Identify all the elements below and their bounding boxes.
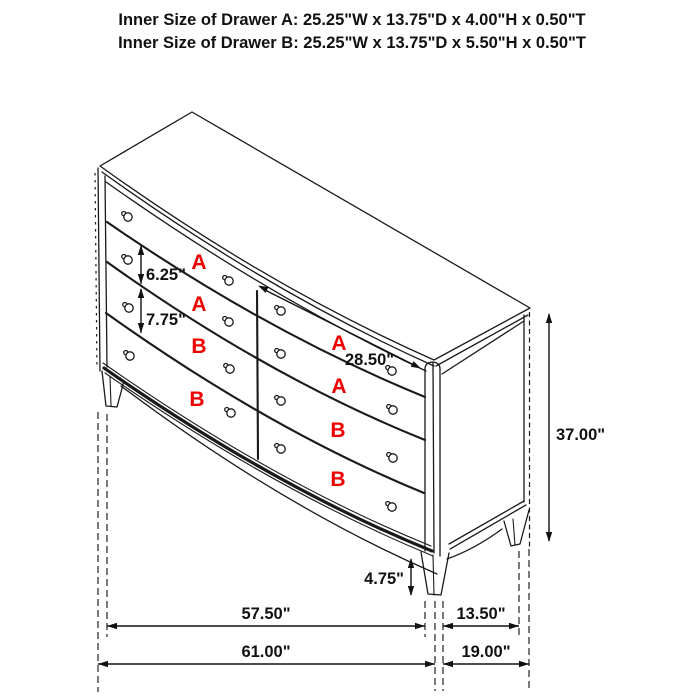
bottom-rail-thick (104, 368, 432, 551)
back-right-leg-inner-line (513, 519, 515, 545)
drawer-knob (387, 405, 398, 415)
drawer-knob (123, 303, 133, 313)
drawer-knob (387, 453, 398, 463)
side-apron-bottom (447, 529, 502, 559)
apron-bottom-edge (121, 386, 437, 574)
front-left-leg (102, 371, 124, 407)
front-right-leg-inner-line (433, 555, 434, 595)
drawer-letter-right-3: B (330, 419, 346, 442)
dim-drawer-a-height (138, 245, 186, 284)
front-left-leg-inner-line (110, 376, 111, 406)
dim-label-19-00: 19.00" (461, 643, 511, 661)
header-line-1: Inner Size of Drawer A: 25.25"W x 13.75"D x 4.00"H x 0.50"T (118, 11, 586, 29)
center-divider (257, 291, 258, 459)
dim-label-13-50: 13.50" (456, 605, 506, 623)
front-left-outer-line (98, 168, 100, 371)
front-left-edge (95, 168, 107, 371)
drawer-knob (225, 408, 236, 418)
drawer-knob (124, 351, 134, 361)
drawer-knob (224, 364, 235, 374)
drawer-knob (122, 212, 132, 222)
dim-overall-width (98, 643, 435, 667)
header (118, 11, 586, 52)
dim-label-57-50: 57.50" (241, 605, 291, 623)
drawer-letter-right-4: B (330, 468, 346, 491)
dim-front-width-between-legs (107, 605, 425, 629)
drawer-knob (386, 502, 397, 512)
dim-overall-depth (443, 643, 529, 667)
drawer-letter-right-2: A (331, 375, 347, 398)
dim-label-61-00: 61.00" (241, 643, 291, 661)
dim-leg-height (364, 558, 414, 596)
dresser-top (100, 112, 530, 371)
front-right-corner-post (425, 362, 440, 556)
dim-drawer-b-height (138, 288, 186, 333)
left-edge-hatching (95, 173, 97, 369)
drawer-knob (275, 349, 286, 359)
header-line-2: Inner Size of Drawer B: 25.25"W x 13.75"D x 5.50"H x 0.50"T (118, 34, 586, 52)
dim-label-4-75: 4.75" (364, 570, 404, 588)
front-left-inner-line (105, 176, 107, 367)
drawer-knob (275, 306, 286, 316)
dim-label-28-50: 28.50" (345, 351, 395, 369)
bottom-rail-top-line (103, 363, 431, 546)
drawer-letter-left-2: A (191, 293, 207, 316)
dim-label-7-75: 7.75" (146, 311, 186, 329)
drawer-knob (223, 276, 234, 286)
drawer-letter-left-3: B (191, 335, 207, 358)
drawer-knob (223, 317, 234, 327)
drawer-letter-left-1: A (191, 251, 207, 274)
dim-label-37-00: 37.00" (556, 426, 606, 444)
drawer-knob (275, 396, 286, 406)
drawer-knob (122, 255, 132, 265)
dim-depth-between-legs (443, 605, 519, 629)
dim-label-6-25: 6.25" (146, 266, 186, 284)
drawer-letter-right-1: A (331, 332, 347, 355)
drawer-letter-left-4: B (189, 388, 205, 411)
legs (102, 371, 529, 595)
post-mid-line (433, 363, 434, 553)
drawer-knob (275, 444, 286, 454)
dim-overall-height (546, 313, 605, 542)
